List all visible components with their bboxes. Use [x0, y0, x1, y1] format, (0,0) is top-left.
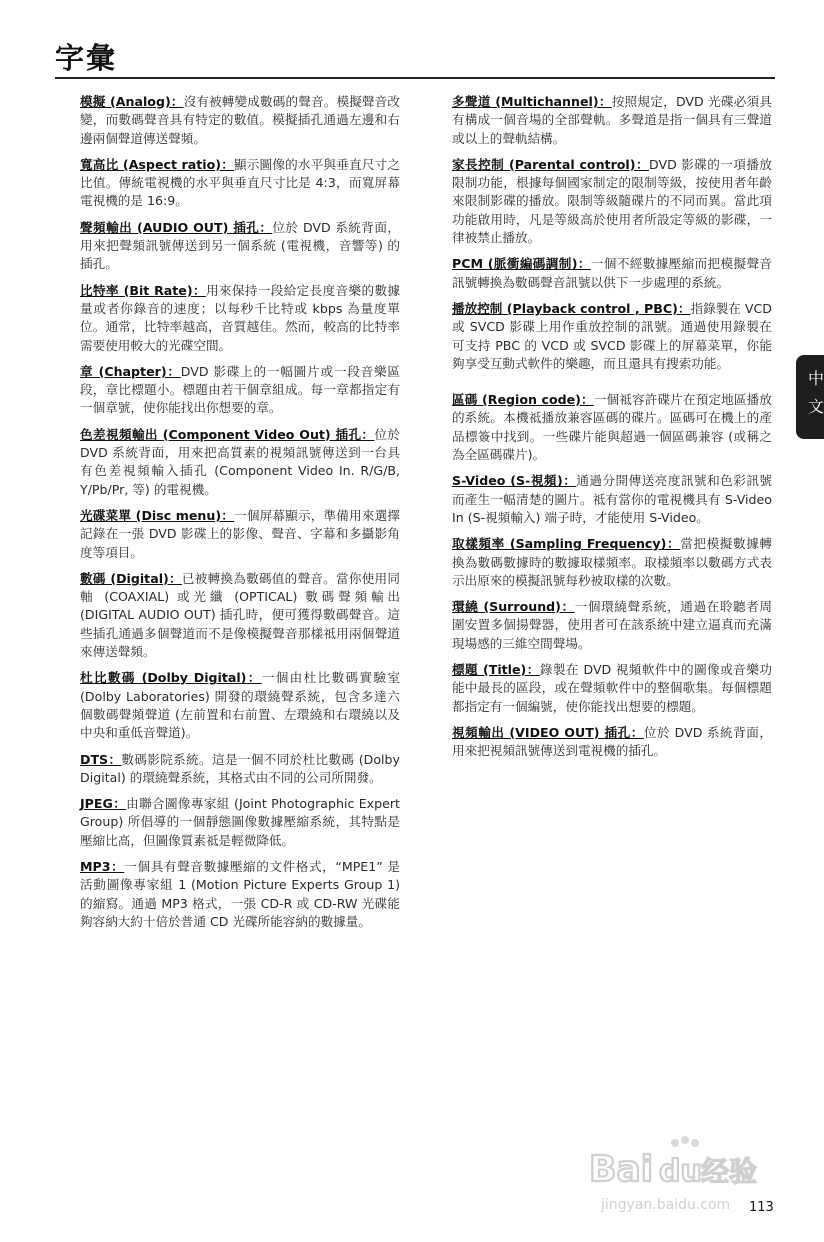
glossary-term: 比特率 (Bit Rate)：	[80, 282, 206, 298]
glossary-entry-title	[452, 661, 772, 716]
glossary-definition: 位於 DVD 系統背面，用來把高質素的視頻訊號傳送到一台具有色差視頻輸入插孔 (Component Video In. R/G/B, Y/Pb/Pr, 等) 的電視機。	[80, 426, 401, 497]
glossary-term: 杜比數碼 (Dolby Digital)：	[80, 670, 262, 686]
glossary-definition: 一個由杜比數碼實驗室 (Dolby Laboratories) 開發的環繞聲系統，包含多達六個數碼聲頻聲道 (左前置和右前置、左環繞和右環繞以及中央和重低音聲道)。	[80, 670, 400, 741]
glossary-entry-disc-menu	[80, 507, 400, 562]
glossary-term: 區碼 (Region code)：	[452, 392, 594, 408]
page-title: 字彙	[55, 41, 118, 75]
svg-text:Bai: Bai	[589, 1149, 654, 1190]
glossary-entry-dolby-digital	[80, 669, 400, 742]
glossary-term: 寬高比 (Aspect ratio)：	[80, 156, 234, 172]
glossary-term: 色差視頻輸出 (Component Video Out) 插孔：	[80, 426, 375, 442]
glossary-definition: 由聯合圖像專家組 (Joint Photographic Expert Group) 所倡導的一個靜態圖像數據壓縮系統，其特點是壓縮比高，但圖像質素祗是輕微降低。	[80, 796, 400, 848]
glossary-entry-audio-out	[80, 219, 400, 274]
glossary-term: 家長控制 (Parental control)：	[452, 156, 649, 172]
glossary-definition: DVD 影碟的一項播放限制功能，根據每個國家制定的限制等級，按使用者年齡來限制影碟的播放。限制等級隨碟片的不同而異。當此項功能啟用時，凡是等級高於使用者所設定等級的影碟，一律被禁止播放。	[452, 156, 772, 246]
title-divider	[55, 77, 775, 79]
glossary-term: JPEG：	[80, 796, 127, 812]
glossary-definition: 數碼影院系統。這是一個不同於杜比數碼 (Dolby Digital) 的環繞聲系統，其格式由不同的公司所開發。	[80, 751, 400, 785]
glossary-entry-surround	[452, 598, 772, 653]
glossary-term: 多聲道 (Multichannel)：	[452, 94, 612, 109]
glossary-definition: 一個具有聲音數據壓縮的文件格式，“MPE1” 是活動圖像專家組 1 (Motion Picture Experts Group 1) 的縮寫。通過 MP3 格式，一張 CD-R 或 CD-RW 光碟能夠容納大約十倍於普通 CD 光碟所能容納的數據量。	[80, 858, 400, 929]
language-tab-label: 中文	[807, 369, 824, 416]
glossary-entry-mp3	[80, 858, 400, 931]
glossary-definition: 位於 DVD 系統背面，用來把聲頻訊號傳送到另一個系統 (電視機，音響等) 的插孔。	[80, 219, 400, 272]
glossary-term: 環繞 (Surround)：	[452, 599, 575, 615]
svg-text:jingyan.baidu.com: jingyan.baidu.com	[601, 1197, 731, 1213]
glossary-entry-chapter	[80, 363, 400, 418]
glossary-right-column	[452, 93, 772, 769]
glossary-entry-s-video	[452, 472, 772, 527]
svg-text:du: du	[659, 1154, 702, 1189]
glossary-term: 標題 (Title)：	[452, 662, 540, 678]
glossary-term: 聲頻輸出 (AUDIO OUT) 插孔：	[80, 219, 273, 235]
glossary-term: 視頻輸出 (VIDEO OUT) 插孔：	[452, 724, 644, 740]
glossary-term: 模擬 (Analog)：	[80, 94, 184, 109]
page-number: 113	[749, 1200, 774, 1215]
glossary-definition: 沒有被轉變成數碼的聲音。模擬聲音改變，而數碼聲音具有特定的數值。模擬插孔通過左邊和右邊兩個聲道傳送聲頻。	[80, 94, 400, 146]
glossary-entry-analog	[80, 93, 400, 148]
glossary-definition: 位於 DVD 系統背面，用來把視頻訊號傳送到電視機的插孔。	[452, 724, 773, 759]
glossary-entry-bit-rate	[80, 282, 400, 355]
glossary-entry-sampling-frequency	[452, 535, 772, 590]
glossary-term: 數碼 (Digital)：	[80, 570, 182, 586]
glossary-definition: 一個環繞聲系統，通過在聆聽者周圍安置多個揚聲器，使用者可在該系統中建立逼真而充滿現場感的三維空間聲場。	[452, 599, 773, 651]
glossary-definition: 按照規定，DVD 光碟必須具有構成一個音場的全部聲軌。多聲道是指一個具有三聲道或以上的聲軌結構。	[452, 94, 772, 146]
glossary-definition: 顯示圖像的水平與垂直尺寸之比值。傳統電視機的水平與垂直尺寸比是 4:3，而寬屏幕電視機的是 16:9。	[80, 156, 401, 209]
svg-text:经验: 经验	[701, 1155, 758, 1188]
glossary-term: 章 (Chapter)：	[80, 363, 181, 379]
glossary-term: S-Video (S-視頻)：	[452, 473, 577, 489]
glossary-definition: 當把模擬數據轉換為數碼數據時的數據取樣頻率。取樣頻率以數碼方式表示出原來的模擬訊號每秒被取樣的次數。	[452, 536, 773, 588]
glossary-definition: 一個不經數據壓縮而把模擬聲音訊號轉換為數碼聲音訊號以供下一步處理的系統。	[452, 256, 772, 290]
glossary-entry-multichannel	[452, 93, 772, 148]
glossary-entry-region-code	[452, 391, 772, 464]
glossary-definition: DVD 影碟上的一幅圖片或一段音樂區段，章比標題小。標題由若干個章組成。每一章都指定有一個章號，使你能找出你想要的章。	[80, 363, 401, 416]
glossary-entry-component-video-out	[80, 426, 400, 499]
glossary-entry-aspect-ratio	[80, 156, 400, 211]
glossary-term: DTS：	[80, 751, 122, 767]
glossary-term: PCM (脈衝編碼調制)：	[452, 256, 591, 272]
glossary-term: 光碟菜單 (Disc menu)：	[80, 507, 235, 523]
glossary-entry-playback-control	[452, 300, 772, 373]
glossary-definition: 用來保持一段給定長度音樂的數據量或者你錄音的速度；以每秒千比特或 kbps 為量度單位。通常，比特率越高，音質越佳。然而，較高的比特率需要使用較大的光碟空間。	[80, 282, 401, 353]
glossary-definition: 錄製在 DVD 視頻軟件中的圖像或音樂功能中最長的區段，或在聲頻軟件中的整個歌集。每個標題都指定有一個編號，使你能找出想要的標題。	[452, 662, 773, 714]
glossary-term: 播放控制 (Playback control , PBC)：	[452, 300, 691, 316]
glossary-term: MP3：	[80, 858, 125, 874]
glossary-definition: 一個祗容許碟片在預定地區播放的系統。本機祗播放兼容區碼的碟片。區碼可在機上的產品標簽中找到。一些碟片能與超過一個區碼兼容 (或稱之為全區碼碟片)。	[452, 392, 772, 463]
glossary-definition: 一個屏幕顯示，準備用來選擇記錄在一張 DVD 影碟上的影像、聲音、字幕和多攝影角度等項目。	[80, 507, 401, 560]
glossary-entry-jpeg	[80, 795, 400, 850]
language-tab	[796, 355, 824, 439]
glossary-definition: 通過分開傳送亮度訊號和色彩訊號而產生一幅清楚的圖片。祗有當你的電視機具有 S-Video In (S-視頻輸入) 端子時，才能使用 S-Video。	[452, 473, 772, 525]
glossary-entry-pcm	[452, 255, 772, 292]
glossary-left-column	[80, 93, 400, 939]
glossary-term: 取樣頻率 (Sampling Frequency)：	[452, 536, 681, 552]
glossary-definition: 指錄製在 VCD 或 SVCD 影碟上用作重放控制的訊號。通過使用錄製在可支持 PBC 的 VCD 或 SVCD 影碟上的屏幕菜單，你能夠享受互動式軟件的樂趣，而且還具有搜索功能。	[452, 300, 772, 371]
glossary-entry-dts	[80, 751, 400, 788]
glossary-entry-parental-control	[452, 156, 772, 247]
glossary-entry-digital	[80, 570, 400, 661]
glossary-definition: 已被轉換為數碼值的聲音。當你使用同軸 (COAXIAL) 或光纖 (OPTICAL) 數碼聲頻輸出 (DIGITAL AUDIO OUT) 插孔時，便可獲得數碼聲音。這些插孔通過多個聲道而不是像模擬聲音那樣祗用兩個聲道來傳送聲頻。	[80, 570, 400, 660]
glossary-entry-video-out	[452, 724, 772, 761]
